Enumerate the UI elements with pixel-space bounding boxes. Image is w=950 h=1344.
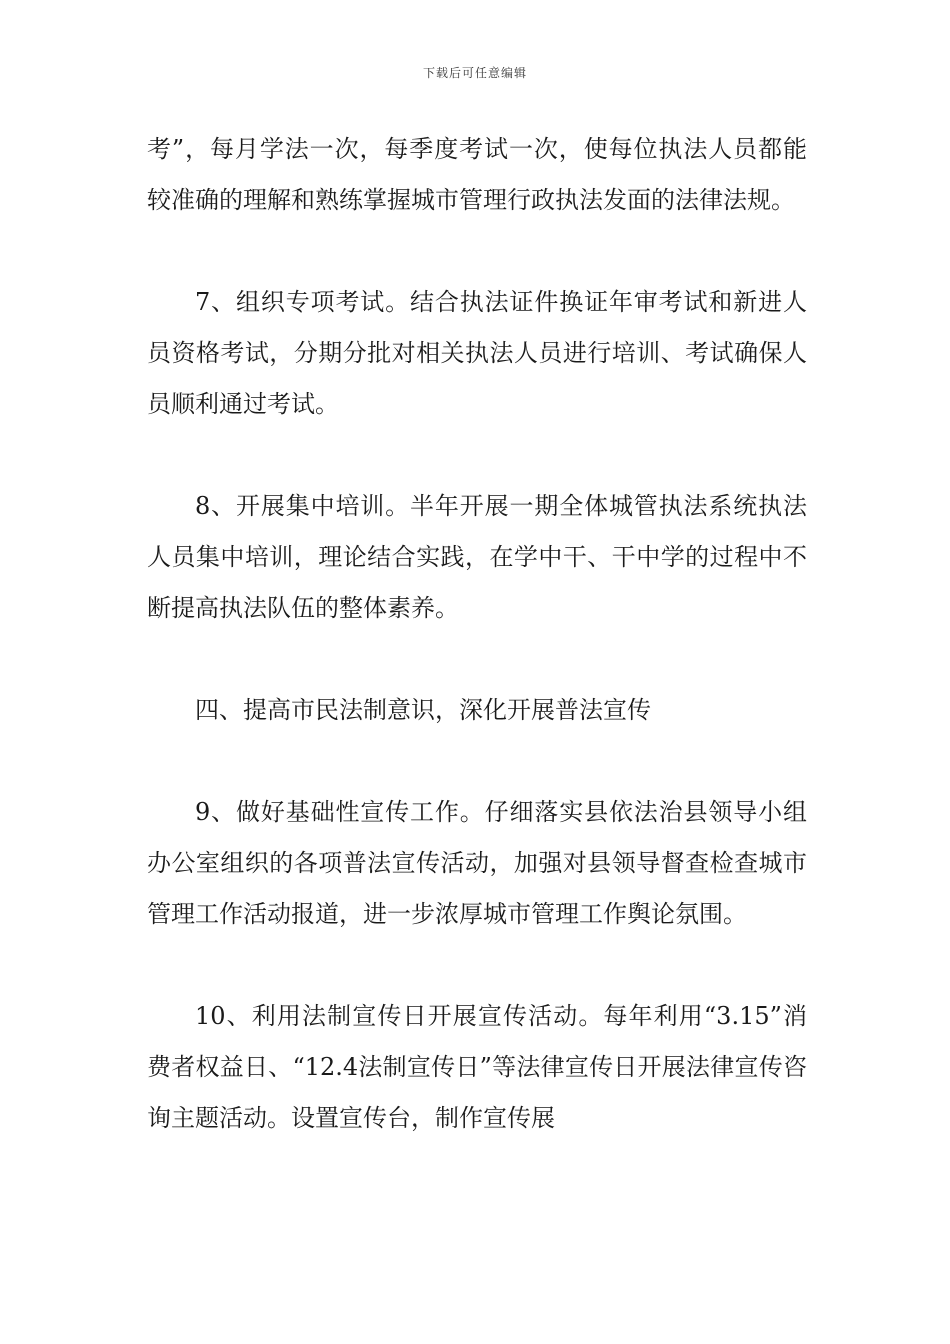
paragraph-item-7: 7、组织专项考试。结合执法证件换证年审考试和新进人员资格考试，分期分批对相关执法人员进行培训、考试确保人员顺利通过考试。 bbox=[147, 288, 807, 418]
document-body bbox=[147, 124, 807, 1195]
section-heading-4: 四、提高市民法制意识，深化开展普法宣传 bbox=[195, 696, 651, 724]
page-header: 下载后可任意编辑 bbox=[422, 66, 527, 80]
paragraph-item-8: 8、开展集中培训。半年开展一期全体城管执法系统执法人员集中培训，理论结合实践，在学中干、干中学的过程中不断提高执法队伍的整体素养。 bbox=[147, 492, 807, 622]
paragraph-item-10: 10、利用法制宣传日开展宣传活动。每年利用“3.15”消费者权益日、“12.4法制宣传日”等法律宣传日开展法律宣传咨询主题活动。设置宣传台，制作宣传展 bbox=[147, 1002, 807, 1132]
paragraph-continuation: 考”，每月学法一次，每季度考试一次，使每位执法人员都能较准确的理解和熟练掌握城市管理行政执法发面的法律法规。 bbox=[147, 135, 807, 214]
paragraph-item-9: 9、做好基础性宣传工作。仔细落实县依法治县领导小组办公室组织的各项普法宣传活动，加强对县领导督查检查城市管理工作活动报道，进一步浓厚城市管理工作舆论氛围。 bbox=[147, 798, 807, 928]
